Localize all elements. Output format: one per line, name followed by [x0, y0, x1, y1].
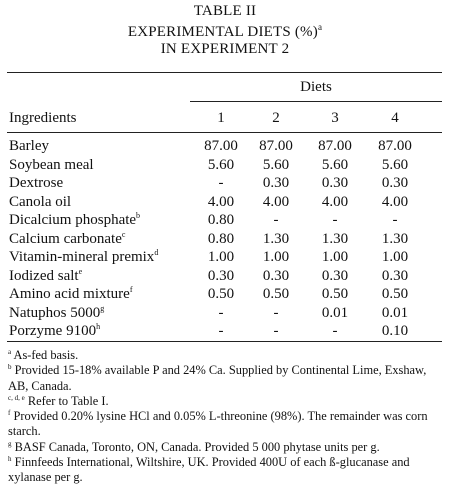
table-cell: - [218, 175, 224, 191]
table-row [7, 174, 442, 193]
footnote-text: Provided 0.20% lysine HCl and 0.05% L-threonine (98%). The remainder was corn starch. [8, 409, 428, 439]
table-cell: 5.60 [207, 156, 235, 173]
footnote [8, 363, 440, 394]
table-cell: 1.30 [321, 230, 349, 247]
footnote [8, 394, 440, 409]
footnote-text: Refer to Table I. [27, 393, 109, 408]
table-row [7, 193, 442, 212]
footnotes [8, 348, 440, 486]
ingredient-label: Iodized salt [9, 267, 79, 284]
table-cell: 4.00 [262, 193, 290, 210]
footnote [8, 409, 440, 440]
table-row [7, 285, 442, 304]
table-row [7, 230, 442, 249]
bottom-rule [7, 341, 442, 342]
table-cell: 4.00 [207, 193, 235, 210]
table-cell: 5.60 [321, 156, 349, 173]
footnote-mark: b [8, 363, 12, 372]
ingredient-name: Barley [9, 138, 49, 154]
table-row [7, 211, 442, 230]
ingredient-label: Porzyme 9100 [9, 323, 97, 339]
table-cell: 0.30 [262, 175, 290, 191]
table-cell: 0.30 [381, 175, 409, 191]
table-subtitle-text: EXPERIMENTAL DIETS (%) [127, 24, 318, 40]
table-cell: - [332, 323, 338, 339]
table-cell: 4.00 [321, 193, 349, 210]
table-cell: 0.80 [207, 212, 235, 228]
table-cell: 87.00 [204, 138, 238, 154]
table-cell: - [218, 304, 224, 321]
ingredient-label: Dicalcium phosphate [9, 212, 137, 228]
table-cell: 87.00 [318, 138, 352, 154]
footnote [8, 348, 440, 363]
table-cell: 0.30 [321, 267, 349, 284]
table-cell: 87.00 [378, 138, 412, 154]
ingredient-label: Calcium carbonate [9, 230, 122, 247]
table-cell: 1.00 [381, 249, 409, 265]
footnote-mark: h [96, 322, 101, 331]
table-cell: 5.60 [262, 156, 290, 173]
ingredient-label: Amino acid mixture [9, 286, 130, 302]
table-cell: 87.00 [259, 138, 293, 154]
footnote [8, 440, 440, 455]
footnote-mark: c, d, e [8, 393, 25, 402]
ingredient-name [9, 230, 125, 249]
ingredient-name: Soybean meal [9, 156, 94, 173]
ingredient-name [9, 304, 104, 323]
header-rule [7, 132, 442, 133]
footnote-mark: b [136, 211, 141, 220]
footnote-mark: f [129, 285, 133, 294]
ingredient-name [9, 248, 158, 267]
footnote-mark: e [78, 266, 83, 276]
table-row [7, 304, 442, 323]
table-cell: - [273, 323, 279, 339]
footnote-mark: d [154, 248, 159, 257]
diet-column-header: 1 [217, 110, 225, 126]
ingredient-label: Vitamin-mineral premix [9, 249, 155, 265]
top-rule [7, 72, 442, 73]
footnote [8, 455, 440, 486]
table-cell: 4.00 [381, 193, 409, 210]
diets-rule [190, 101, 442, 102]
ingredient-name [9, 211, 140, 230]
table-cell: 0.30 [381, 267, 409, 284]
footnote-text: BASF Canada, Toronto, ON, Canada. Provided 5 000 phytase units per g. [14, 439, 380, 454]
table-cell: 0.01 [321, 304, 349, 321]
footnote-text: Finnfeeds International, Wiltshire, UK. Provided 400U of each ß-glucanase and xylanase per g. [8, 455, 410, 485]
footnote-mark: a [8, 347, 12, 356]
table-cell: 0.50 [381, 286, 409, 302]
table-row [7, 137, 442, 156]
table-cell: 0.30 [207, 267, 235, 284]
footnote-mark: h [8, 454, 12, 463]
footnote-mark: f [8, 409, 11, 418]
table-cell: - [273, 212, 279, 228]
table-cell: 1.00 [207, 249, 235, 265]
table-cell: 0.50 [321, 286, 349, 302]
footnote-mark: c [121, 229, 126, 239]
table-cell: 0.10 [381, 323, 409, 339]
ingredient-name [9, 267, 82, 286]
footnote-mark: g [100, 303, 105, 313]
table-cell: 5.60 [381, 156, 409, 173]
table-row [7, 267, 442, 286]
footnote-mark: g [8, 439, 12, 448]
ingredients-header: Ingredients [9, 110, 77, 126]
table-cell: - [392, 212, 398, 228]
table-row [7, 156, 442, 175]
table-subtitle-line2: IN EXPERIMENT 2 [160, 41, 290, 57]
table-cell: 0.80 [207, 230, 235, 247]
table-cell: 1.00 [262, 249, 290, 265]
ingredient-name [9, 322, 100, 341]
table-subtitle-footnote-mark: a [317, 22, 323, 32]
table-cell: 1.30 [381, 230, 409, 247]
diet-column-header: 2 [272, 110, 280, 126]
footnote-text: As-fed basis. [13, 348, 79, 362]
ingredient-name: Canola oil [9, 193, 72, 210]
table-cell: 0.30 [262, 267, 290, 284]
diet-column-header: 4 [391, 110, 399, 126]
table-cell: - [332, 212, 338, 228]
ingredient-label: Natuphos 5000 [9, 304, 101, 321]
table-cell: 0.50 [207, 286, 235, 302]
table-cell: 0.01 [381, 304, 409, 321]
diet-column-header: 3 [331, 110, 339, 126]
table-title: TABLE II [193, 3, 257, 19]
table-subtitle [0, 22, 450, 41]
column-header-row [7, 109, 442, 128]
ingredient-name: Dextrose [9, 175, 64, 191]
ingredient-name [9, 285, 132, 304]
table-cell: 1.30 [262, 230, 290, 247]
table-row [7, 248, 442, 267]
table-cell: 0.30 [321, 175, 349, 191]
table-cell: - [218, 323, 224, 339]
footnote-text: Provided 15-18% available P and 24% Ca. Supplied by Continental Lime, Exshaw, AB, Canada. [8, 363, 427, 393]
table-cell: 1.00 [321, 249, 349, 265]
table-row [7, 322, 442, 341]
table-cell: 0.50 [262, 286, 290, 302]
diets-header: Diets [300, 79, 332, 95]
table-cell: - [273, 304, 279, 321]
